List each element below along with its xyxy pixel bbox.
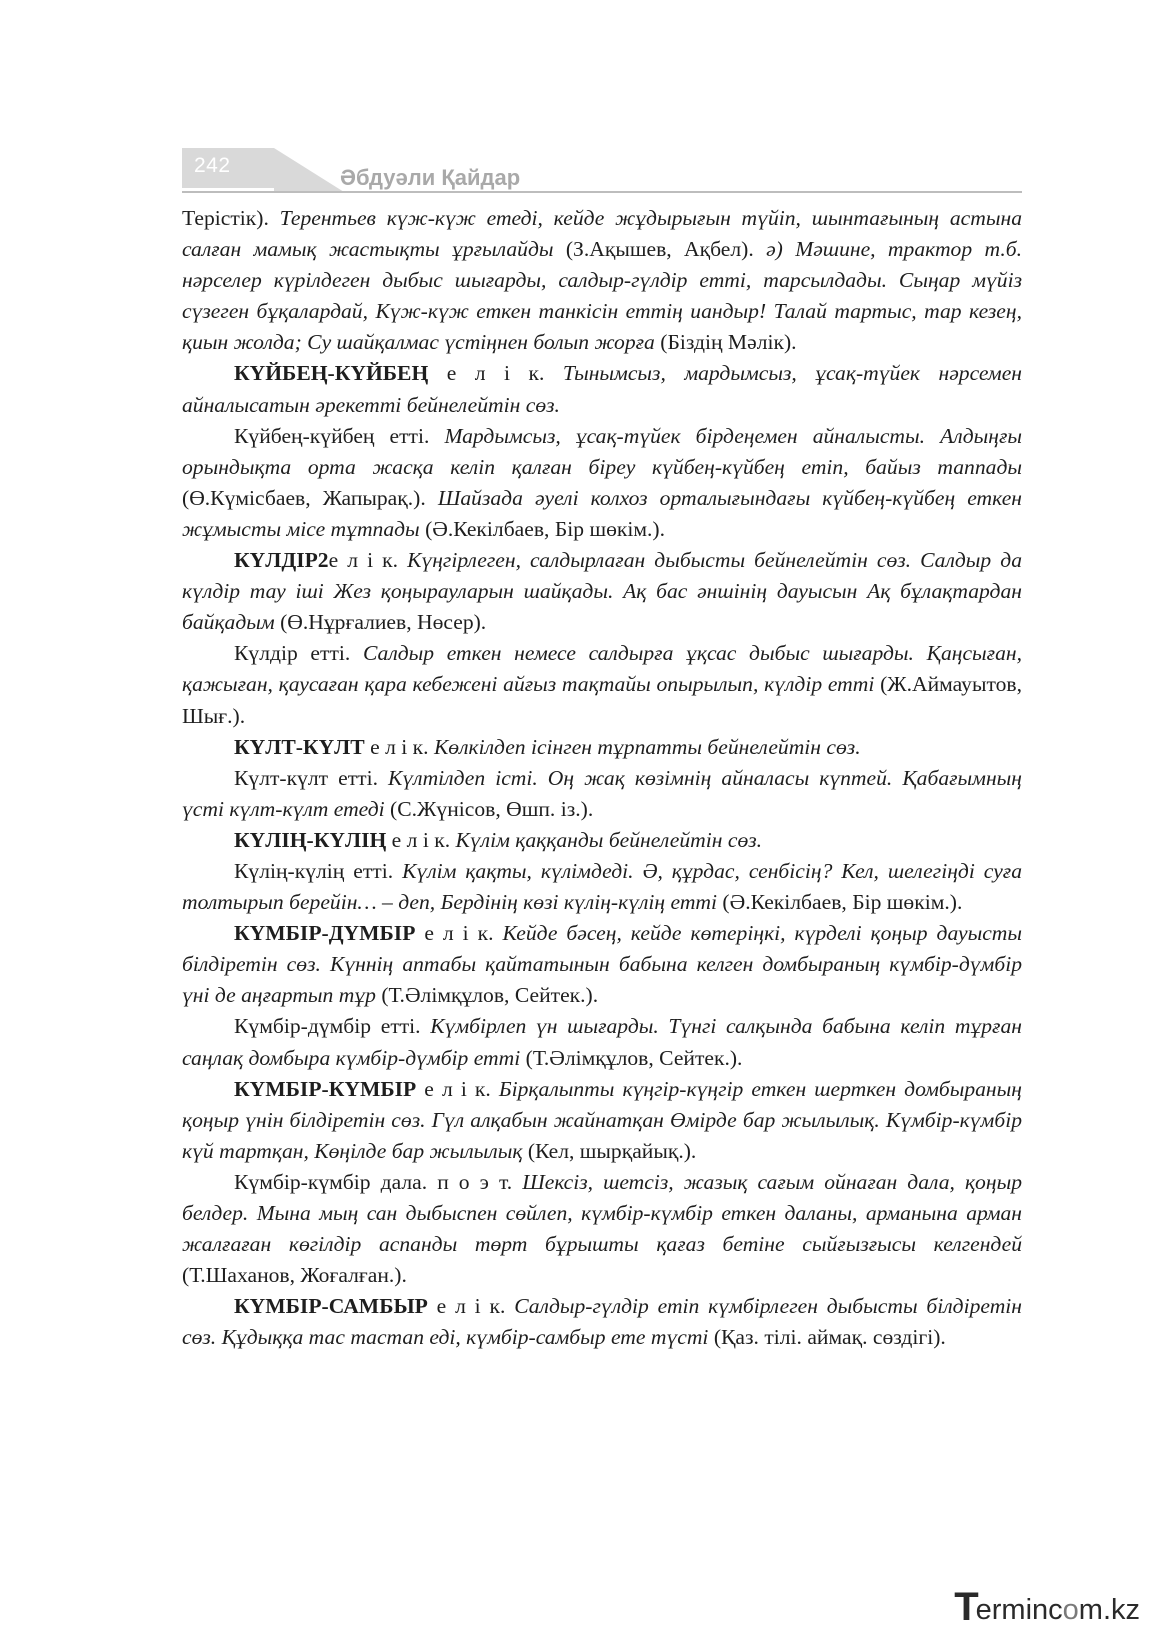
italic-text: ә) Мәшине, трактор т.б. нәрселер күрілдеген дыбыс шығарды, салдыр-гүлдір етті, тарсылдады. Сыңар мүйіз сүзеген бұқалардай, Күж-күж еткен танкісін еттің иандыр! Талай тартыс, тар кезең, қиын жолда; Су шайқалмас үстіңнен болып жорға [182,237,1022,355]
text-run: Күлдір етті. [234,641,363,666]
text-run: е л і к. [415,921,503,946]
dictionary-paragraph [182,763,1022,825]
text-run: Күйбең-күйбең етті. [234,423,445,448]
text-run: (З.Ақышев, Ақбел). [553,237,767,262]
italic-text: Мардымсыз, ұсақ-түйек бірдеңемен айналысты. Алдыңғы орындықта орта жасқа келіп қалған біреу күйбең-күйбең етіп, байыз таппады [182,423,1022,479]
headword: КҮЛДІР2 [234,548,329,573]
page-header [182,148,1022,196]
headword: КҮМБІР-САМБЫР [234,1294,428,1319]
termincom-watermark-logo [954,1585,1140,1627]
dictionary-paragraph [182,358,1022,420]
headword: КҮМБІР-ДҮМБІР [234,921,416,946]
headword: КҮЛІҢ-КҮЛІҢ [234,827,387,852]
italic-text: Терентьев күж-күж етеді, кейде жұдырығын түйіп, шынтағының астына салған мамық жастықты ұрғылайды [182,206,1022,262]
dictionary-paragraph [182,732,1022,763]
text-run: (Т.Әлімқұлов, Сейтек.). [520,1045,743,1070]
text-run: е л і к. [364,734,434,759]
text-run: (Біздің Мәлік). [654,330,797,355]
text-run: (Т.Әлімқұлов, Сейтек.). [375,983,599,1008]
dictionary-paragraph [182,1011,1022,1073]
text-run: Терістік). [182,206,280,230]
dictionary-paragraph [182,1074,1022,1167]
italic-text: Күлім қақты, күлімдеді. Ә, құрдас, сенбісің? Кел, шелегіңді суға толтырып берейін… – деп, Бердінің көзі күлің-күлің етті [182,858,1022,915]
text-run: е л і к. [386,827,456,852]
italic-text: Күлім қаққанды бейнелейтін сөз. [455,827,763,852]
text-run: Күмбір-күмбір дала. [234,1169,438,1194]
italic-text: Көлкілдеп ісінген тұрпатты бейнелейтін сөз. [433,734,861,759]
dictionary-paragraph [182,1291,1022,1353]
italic-text: Шайзада әуелі колхоз орталығындағы күйбең-күйбең еткен жұмысты місе тұтпады [182,485,1022,541]
dictionary-paragraph [182,1167,1022,1291]
text-run: (Кел, шырқайық.). [522,1138,697,1163]
page-number-box [182,148,274,188]
italic-text: Күңгірлеген, салдырлаған дыбысты бейнелейтін сөз. Салдыр да күлдір тау іші Жез қоңырауларын шайқады. Ақ бас әншінің дауысын Ақ бұлақтардан байқадым [182,548,1022,635]
dictionary-paragraph [182,545,1022,638]
text-run: (С.Жүнісов, Өшп. із.). [384,796,594,821]
text-run: (Қаз. тілі. аймақ. сөздігі). [708,1325,946,1350]
watermark-text-3: m.kz [1078,1594,1140,1626]
watermark-text-1: erminc [975,1594,1063,1626]
watermark-text-2: o [1062,1594,1079,1626]
page-number: 242 [194,154,231,177]
dictionary-paragraph [182,825,1022,856]
running-head-author: Әбдуәли Қайдар [340,165,521,190]
text-run: Күлт-күлт етті. [234,765,389,790]
text-run: (Ө.Күмісбаев, Жапырақ.). [182,485,438,510]
dictionary-paragraph [182,638,1022,731]
text-run: (Т.Шаханов, Жоғалған.). [182,1263,407,1288]
dictionary-body [182,203,1022,1353]
text-run: е л і к. [427,1294,515,1319]
italic-text: Күмбірлеп үн шығарды. Түнгі салқында бабына келіп тұрған саңлақ домбыра күмбір-дүмбір етті [182,1014,1022,1070]
dictionary-paragraph [182,918,1022,1011]
text-run: (Ө.Нұрғалиев, Нөсер). [274,610,487,635]
italic-text: Салдыр еткен немесе салдырға ұқсас дыбыс шығарды. Қаңсыған, қажыған, қаусаған қара кебежені айғыз тақтайы опырылып, күлдір етті [182,641,1022,697]
text-run: е л і к. [416,1076,499,1101]
text-run: (Ә.Кекілбаев, Бір шөкім.). [419,516,666,541]
dictionary-paragraph [182,203,1022,358]
text-run: п о э т. [437,1169,523,1194]
dictionary-paragraph [182,856,1022,918]
italic-text: Күлтілдеп істі. Оң жақ көзімнің айналасы күптей. Қабағымның үсті күлт-күлт етеді [182,765,1022,821]
italic-text: Салдыр-гүлдір етіп күмбірлеген дыбысты білдіретін сөз. Құдыққа тас тастап еді, күмбір-самбыр ете түсті [182,1294,1022,1350]
headword: КҮЛТ-КҮЛТ [234,734,365,759]
headword: КҮМБІР-КҮМБІР [234,1076,417,1101]
text-run: е л і к. [328,548,408,573]
italic-text: Тынымсыз, мардымсыз, ұсақ-түйек нәрсемен айналысатын әрекетті бейнелейтін сөз. [182,361,1022,417]
dictionary-paragraph [182,421,1022,545]
text-run: Күлің-күлің етті. [234,858,403,883]
italic-text: Кейде бәсең, кейде көтеріңкі, күрделі қоңыр дауысты білдіретін сөз. Күннің аптабы қайтатынын бабына келген домбыраның күмбір-дүмбір үні де аңғартып тұр [182,921,1022,1008]
header-rule [182,191,1022,193]
italic-text: Шексіз, шетсіз, жазық сағым ойнаған дала, қоңыр белдер. Мына мың сан дыбыспен сөйлеп, күмбір-күмбір еткен даланы, арманына арман жалғаған көгілдір аспанды төрт бұрышты қағаз бетіне сыйғызғысы келгендей [182,1169,1022,1257]
text-run: Күмбір-дүмбір етті. [234,1014,431,1039]
headword: КҮЙБЕҢ-КҮЙБЕҢ [234,361,429,386]
header-wedge-shape [274,148,344,192]
text-run: (Ә.Кекілбаев, Бір шөкім.). [717,890,963,915]
text-run: е л і к. [428,361,563,386]
watermark-big-letter: T [954,1585,979,1629]
text-run: (Ж.Аймауытов, Шығ.). [182,672,1023,728]
italic-text: Бірқалыпты күңгір-күңгір еткен шерткен домбыраның қоңыр үнін білдіретін сөз. Гүл алқабын жайнатқан Өмірде бар жылылық. Күмбір-күмбір күй тартқан, Көңілде бар жылылық [182,1076,1022,1163]
